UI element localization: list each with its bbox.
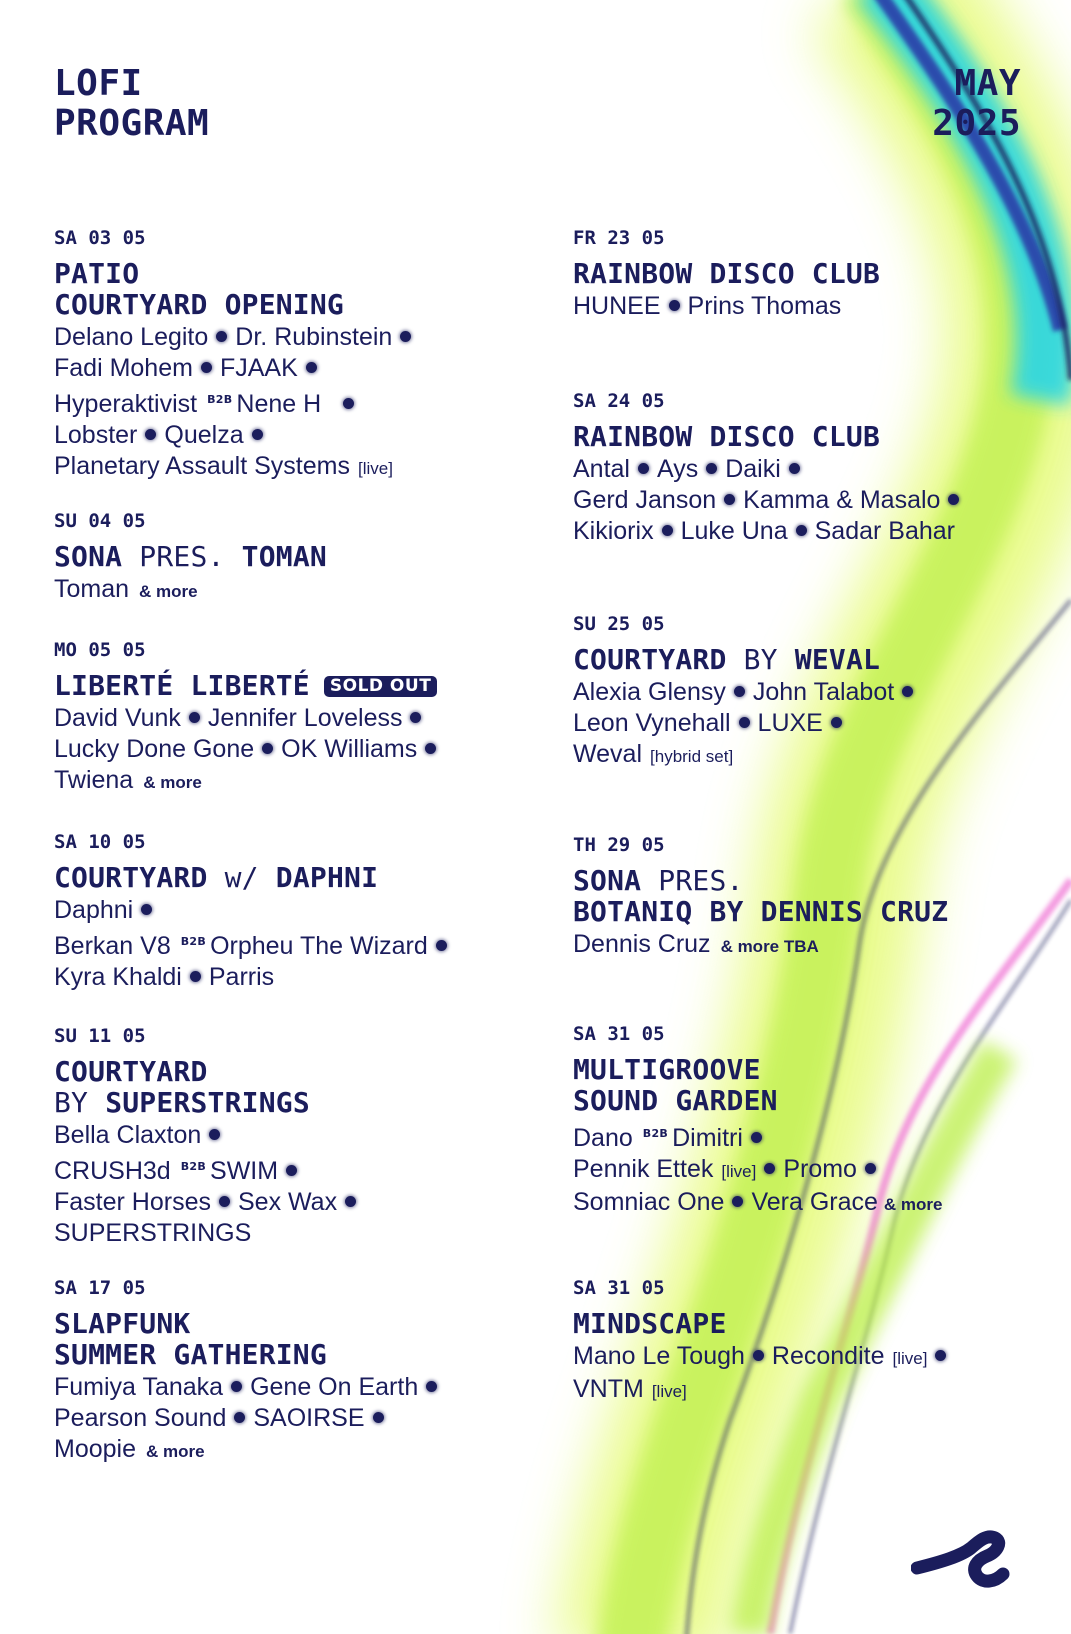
event-title (573, 865, 1033, 927)
artist-lineup (573, 291, 1033, 322)
event-date: SA 17 05 (54, 1277, 146, 1299)
artist-name: Berkan V8 (54, 932, 171, 960)
event-title-line: COURTYARD (54, 1055, 208, 1088)
more-note: & more (146, 1442, 205, 1461)
artist-lineup (573, 454, 1033, 547)
artist-name: Gene On Earth (250, 1373, 419, 1401)
bullet-icon (902, 686, 913, 697)
b2b-tag: B2B (180, 935, 207, 948)
bullet-icon (935, 1350, 946, 1361)
bullet-icon (141, 904, 152, 915)
event-title-part: COURTYARD (54, 861, 208, 894)
artist-lineup (54, 703, 524, 798)
artist-name: Parris (208, 963, 275, 991)
artist-name: Weval (573, 740, 643, 768)
event-title-line: SUMMER GATHERING (54, 1338, 327, 1371)
sold-out-badge: SOLD OUT (324, 676, 437, 697)
event-date: MO 05 05 (54, 639, 146, 661)
artist-lineup (573, 677, 1033, 772)
bullet-icon (865, 1163, 876, 1174)
more-note: & more (139, 582, 198, 601)
bullet-icon (425, 743, 436, 754)
event-title: RAINBOW DISCO CLUB (573, 420, 881, 453)
artist-name: Mano Le Tough (573, 1342, 745, 1370)
event-card (573, 1022, 1033, 1220)
bullet-icon (252, 429, 263, 440)
artist-name: Bella Claxton (54, 1121, 202, 1149)
event-date: SU 11 05 (54, 1025, 146, 1047)
event-title-line: SLAPFUNK (54, 1307, 191, 1340)
event-title (54, 258, 524, 320)
program-title-line1: LOFI (54, 63, 143, 104)
artist-name: Promo (783, 1155, 857, 1183)
artist-name: Luke Una (680, 517, 788, 545)
event-card (54, 1024, 524, 1249)
artist-name: Alexia Glensy (573, 678, 726, 706)
artist-name: SWIM (210, 1157, 279, 1185)
artist-name: Kamma & Masalo (743, 486, 941, 514)
artist-name: Antal (573, 455, 630, 483)
event-card (54, 638, 524, 798)
event-title-line: MULTIGROOVE (573, 1053, 761, 1086)
artist-name: Pearson Sound (54, 1404, 227, 1432)
bullet-icon (789, 463, 800, 474)
set-note: [live] (357, 459, 393, 478)
program-month-name: MAY (954, 63, 1021, 104)
artist-name: Leon Vynehall (573, 709, 731, 737)
artist-name: FJAAK (219, 354, 298, 382)
bullet-icon (234, 1412, 245, 1423)
artist-name: Quelza (164, 421, 244, 449)
artist-name: Planetary Assault Systems (54, 452, 350, 480)
bullet-icon (753, 1350, 764, 1361)
set-note: [live] (651, 1382, 687, 1401)
bullet-icon (201, 362, 212, 373)
artist-name: SUPERSTRINGS (54, 1219, 252, 1247)
more-note: & more (883, 1195, 943, 1214)
event-title-line: COURTYARD OPENING (54, 288, 344, 321)
artist-name: OK Williams (281, 735, 418, 763)
bullet-icon (343, 398, 354, 409)
event-date: FR 23 05 (573, 227, 665, 249)
event-card (54, 1276, 524, 1467)
event-card (573, 612, 1033, 772)
event-title (54, 670, 524, 701)
set-note: [hybrid set] (650, 747, 734, 766)
artist-name: HUNEE (573, 292, 661, 320)
bullet-icon (764, 1163, 775, 1174)
bullet-icon (306, 362, 317, 373)
event-date: SA 31 05 (573, 1277, 665, 1299)
artist-name: Hyperaktivist (54, 390, 198, 418)
artist-name: Delano Legito (54, 323, 209, 351)
artist-name: John Talabot (752, 678, 895, 706)
bullet-icon (231, 1381, 242, 1392)
event-title-line: PATIO (54, 257, 140, 290)
event-title-line: SOUND GARDEN (573, 1084, 778, 1117)
bullet-icon (724, 494, 735, 505)
artist-lineup (54, 1120, 524, 1249)
artist-name: LUXE (757, 709, 823, 737)
artist-name: Lucky Done Gone (54, 735, 255, 763)
artist-lineup (573, 1341, 1033, 1407)
b2b-tag: B2B (642, 1127, 669, 1140)
artist-name: Lobster (54, 421, 138, 449)
program-title-line2: PROGRAM (54, 103, 210, 144)
artist-name: Gerd Janson (573, 486, 717, 514)
bullet-icon (189, 712, 200, 723)
bullet-icon (216, 331, 227, 342)
bullet-icon (638, 463, 649, 474)
artist-name: Orpheu The Wizard (210, 932, 428, 960)
bullet-icon (796, 525, 807, 536)
bullet-icon (706, 463, 717, 474)
bullet-icon (948, 494, 959, 505)
event-card (54, 830, 524, 993)
event-date: SU 04 05 (54, 510, 146, 532)
artist-name: Daiki (725, 455, 781, 483)
artist-name: Dennis Cruz (573, 930, 711, 958)
event-title-part: BY (743, 643, 778, 676)
bullet-icon (751, 1132, 762, 1143)
artist-name: Kyra Khaldi (54, 963, 182, 991)
event-card (54, 509, 524, 607)
event-title-part: PRES. (139, 540, 225, 573)
event-title-part: WEVAL (794, 643, 881, 676)
event-title-part: w/ (224, 861, 259, 894)
event-card (573, 833, 1033, 962)
artist-name: Moopie (54, 1435, 136, 1463)
bullet-icon (400, 331, 411, 342)
artist-lineup (54, 1372, 524, 1467)
more-note: & more (143, 773, 202, 792)
artist-lineup (573, 929, 1033, 962)
event-title-part: LIBERTÉ LIBERTÉ (54, 669, 310, 702)
event-title (54, 1056, 524, 1118)
artist-name: Fumiya Tanaka (54, 1373, 224, 1401)
event-title-part: TOMAN (241, 540, 327, 573)
artist-name: Dr. Rubinstein (235, 323, 393, 351)
artist-lineup (54, 574, 524, 607)
event-title (54, 541, 524, 572)
event-date: SU 25 05 (573, 613, 665, 635)
set-note: [live] (892, 1349, 928, 1368)
event-date: SA 24 05 (573, 390, 665, 412)
event-card (54, 226, 524, 484)
more-note: & more TBA (720, 937, 819, 956)
program-title (54, 64, 209, 144)
bullet-icon (410, 712, 421, 723)
event-title-part: SONA (573, 864, 642, 897)
event-title (573, 644, 1033, 675)
artist-name: Sadar Bahar (814, 517, 955, 545)
artist-name: Kikiorix (573, 517, 654, 545)
artist-lineup (54, 322, 524, 484)
event-date: TH 29 05 (573, 834, 665, 856)
bullet-icon (345, 1196, 356, 1207)
artist-name: Jennifer Loveless (207, 704, 403, 732)
artist-name: Prins Thomas (687, 292, 842, 320)
bullet-icon (739, 717, 750, 728)
bullet-icon (373, 1412, 384, 1423)
bullet-icon (831, 717, 842, 728)
artist-name: Fadi Mohem (54, 354, 193, 382)
set-note: [live] (721, 1162, 757, 1181)
bullet-icon (209, 1129, 220, 1140)
event-title-part: BY (54, 1086, 89, 1119)
artist-name: Somniac One (573, 1188, 725, 1216)
bullet-icon (734, 686, 745, 697)
program-month-year: 2025 (932, 103, 1021, 144)
artist-name: Pennik Ettek (573, 1155, 714, 1183)
artist-name: Dimitri (672, 1124, 743, 1152)
artist-name: Vera Grace (751, 1188, 878, 1216)
bullet-icon (426, 1381, 437, 1392)
bullet-icon (286, 1165, 297, 1176)
artist-name: Toman (54, 575, 130, 603)
artist-name: Daphni (54, 896, 134, 924)
event-date: SA 10 05 (54, 831, 146, 853)
event-date: SA 03 05 (54, 227, 146, 249)
artist-name: Faster Horses (54, 1188, 211, 1216)
artist-name: SAOIRSE (253, 1404, 365, 1432)
bullet-icon (669, 300, 680, 311)
event-title (54, 1308, 524, 1370)
b2b-tag: B2B (207, 393, 233, 406)
artist-name: Recondite (771, 1342, 885, 1370)
bullet-icon (262, 743, 273, 754)
event-card (573, 226, 1033, 322)
artist-name: Ays (656, 455, 699, 483)
artist-name: CRUSH3d (54, 1157, 171, 1185)
event-card (573, 389, 1033, 547)
artist-name: Dano (573, 1124, 633, 1152)
bullet-icon (662, 525, 673, 536)
event-title (573, 1054, 1033, 1116)
artist-name: David Vunk (54, 704, 181, 732)
event-title-part: COURTYARD (573, 643, 727, 676)
event-title: MINDSCAPE (573, 1307, 727, 1340)
event-title: RAINBOW DISCO CLUB (573, 257, 881, 290)
event-card (573, 1276, 1033, 1407)
bullet-icon (190, 971, 201, 982)
bullet-icon (732, 1196, 743, 1207)
event-title-line: BOTANIQ BY DENNIS CRUZ (573, 895, 949, 928)
event-title-part: PRES. (658, 864, 744, 897)
bullet-icon (436, 940, 447, 951)
bullet-icon (219, 1196, 230, 1207)
artist-name: Nene H (236, 390, 322, 418)
artist-name: VNTM (573, 1375, 644, 1403)
event-title-part: SONA (54, 540, 123, 573)
artist-lineup (54, 895, 524, 993)
event-title-part: SUPERSTRINGS (105, 1086, 310, 1119)
event-title-part: DAPHNI (275, 861, 379, 894)
event-title (54, 862, 524, 893)
artist-name: Twiena (54, 766, 134, 794)
b2b-tag: B2B (180, 1160, 207, 1173)
artist-name: Sex Wax (237, 1188, 338, 1216)
artist-lineup (573, 1118, 1033, 1220)
program-month (932, 64, 1021, 144)
brand-logo-icon (911, 1526, 1011, 1596)
event-date: SA 31 05 (573, 1023, 665, 1045)
bullet-icon (145, 429, 156, 440)
